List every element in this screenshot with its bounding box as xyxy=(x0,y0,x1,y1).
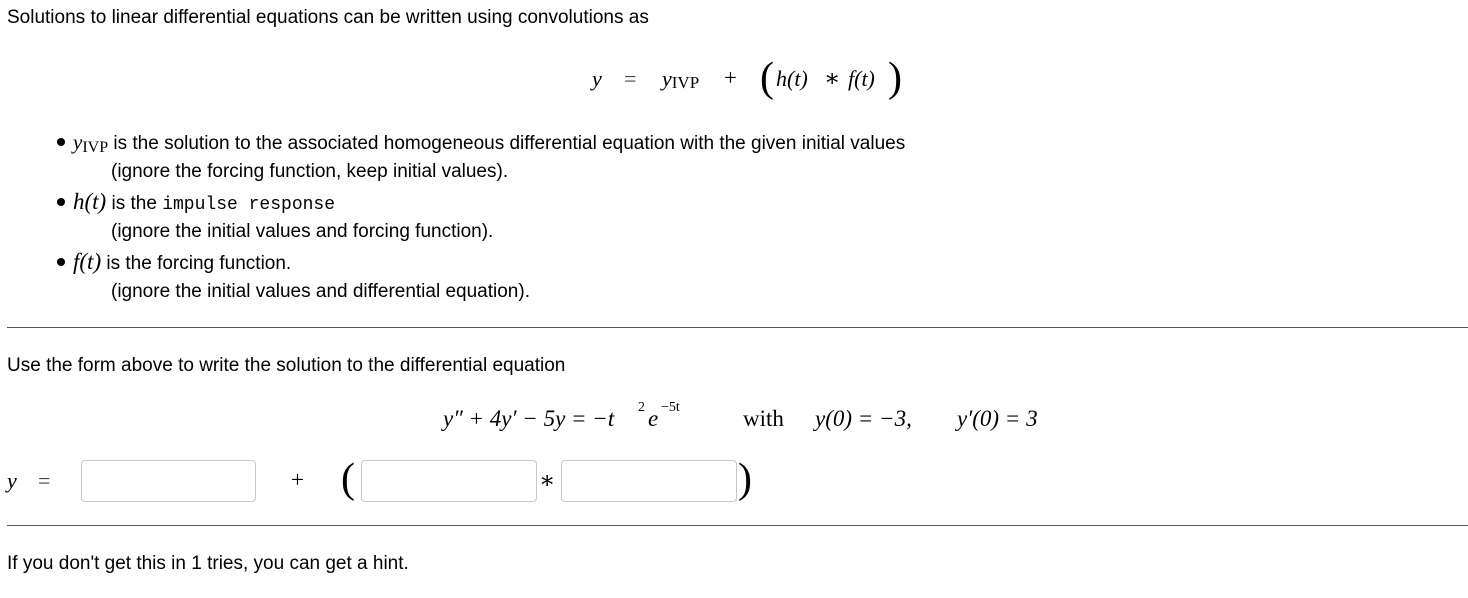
yivp-answer-input[interactable] xyxy=(81,460,256,502)
answer-star: ∗ xyxy=(539,468,556,494)
bullet-dot-icon xyxy=(57,138,65,146)
bullet-f-text: is the forcing function. xyxy=(101,253,292,274)
bullet-dot-icon xyxy=(57,258,65,266)
bullet-yivp-note: (ignore the forcing function, keep initial values). xyxy=(111,161,509,182)
bullet-forcing-note: (ignore the initial values and differential equation). xyxy=(111,281,530,302)
formula-yivp-sub: IVP xyxy=(671,73,700,92)
formula-plus: + xyxy=(724,65,737,90)
bullet-yivp-text: is the solution to the associated homogeneous differential equation with the given initial values xyxy=(108,133,906,154)
ode-e-exponent: −5t xyxy=(661,400,680,415)
ode-equation xyxy=(443,402,1063,438)
bullet-yivp-symbol xyxy=(73,130,108,154)
bullet-yivp-sub: IVP xyxy=(82,139,109,156)
impulse-response-input[interactable] xyxy=(361,460,537,502)
bullet-impulse xyxy=(57,190,335,217)
divider xyxy=(7,525,1468,526)
formula-star: ∗ xyxy=(824,66,841,92)
convolution-formula xyxy=(592,56,922,106)
answer-left-paren: ( xyxy=(341,456,355,502)
ode-initial-y: y(0) = −3, xyxy=(815,406,912,431)
divider xyxy=(7,327,1468,328)
bullet-dot-icon xyxy=(57,198,65,206)
hint-text: If you don't get this in 1 tries, you can get a hint. xyxy=(7,553,409,574)
formula-f: f(t) xyxy=(848,66,875,91)
answer-equals: = xyxy=(38,468,51,493)
forcing-function-input[interactable] xyxy=(561,460,737,502)
bullet-forcing xyxy=(57,250,291,276)
formula-yivp xyxy=(662,66,699,92)
answer-right-paren: ) xyxy=(738,456,752,502)
bullet-yivp-base: y xyxy=(73,130,83,154)
formula-right-paren: ) xyxy=(888,55,902,101)
answer-y: y xyxy=(7,468,17,493)
answer-plus: + xyxy=(291,467,304,492)
formula-y: y xyxy=(592,66,602,91)
ode-initial-yprime: y′(0) = 3 xyxy=(957,406,1038,431)
ode-e: e xyxy=(648,406,659,431)
ode-t-exponent: 2 xyxy=(638,400,645,415)
formula-left-paren: ( xyxy=(760,55,774,101)
bullet-h-symbol: h(t) xyxy=(73,189,107,214)
formula-equals: = xyxy=(624,66,637,91)
problem-text: Use the form above to write the solution to the differential equation xyxy=(7,355,566,376)
ode-with: with xyxy=(743,406,784,431)
impulse-response-code: impulse response xyxy=(162,195,336,215)
bullet-f-symbol: f(t) xyxy=(73,249,102,274)
formula-yivp-base: y xyxy=(662,66,672,91)
bullet-h-text: is the xyxy=(106,193,163,214)
ode-lhs: y″ + 4y′ − 5y = −t xyxy=(443,406,615,431)
bullet-impulse-note: (ignore the initial values and forcing function). xyxy=(111,221,494,242)
bullet-yivp xyxy=(57,130,905,157)
formula-h: h(t) xyxy=(776,66,808,91)
intro-text: Solutions to linear differential equations can be written using convolutions as xyxy=(7,7,649,28)
